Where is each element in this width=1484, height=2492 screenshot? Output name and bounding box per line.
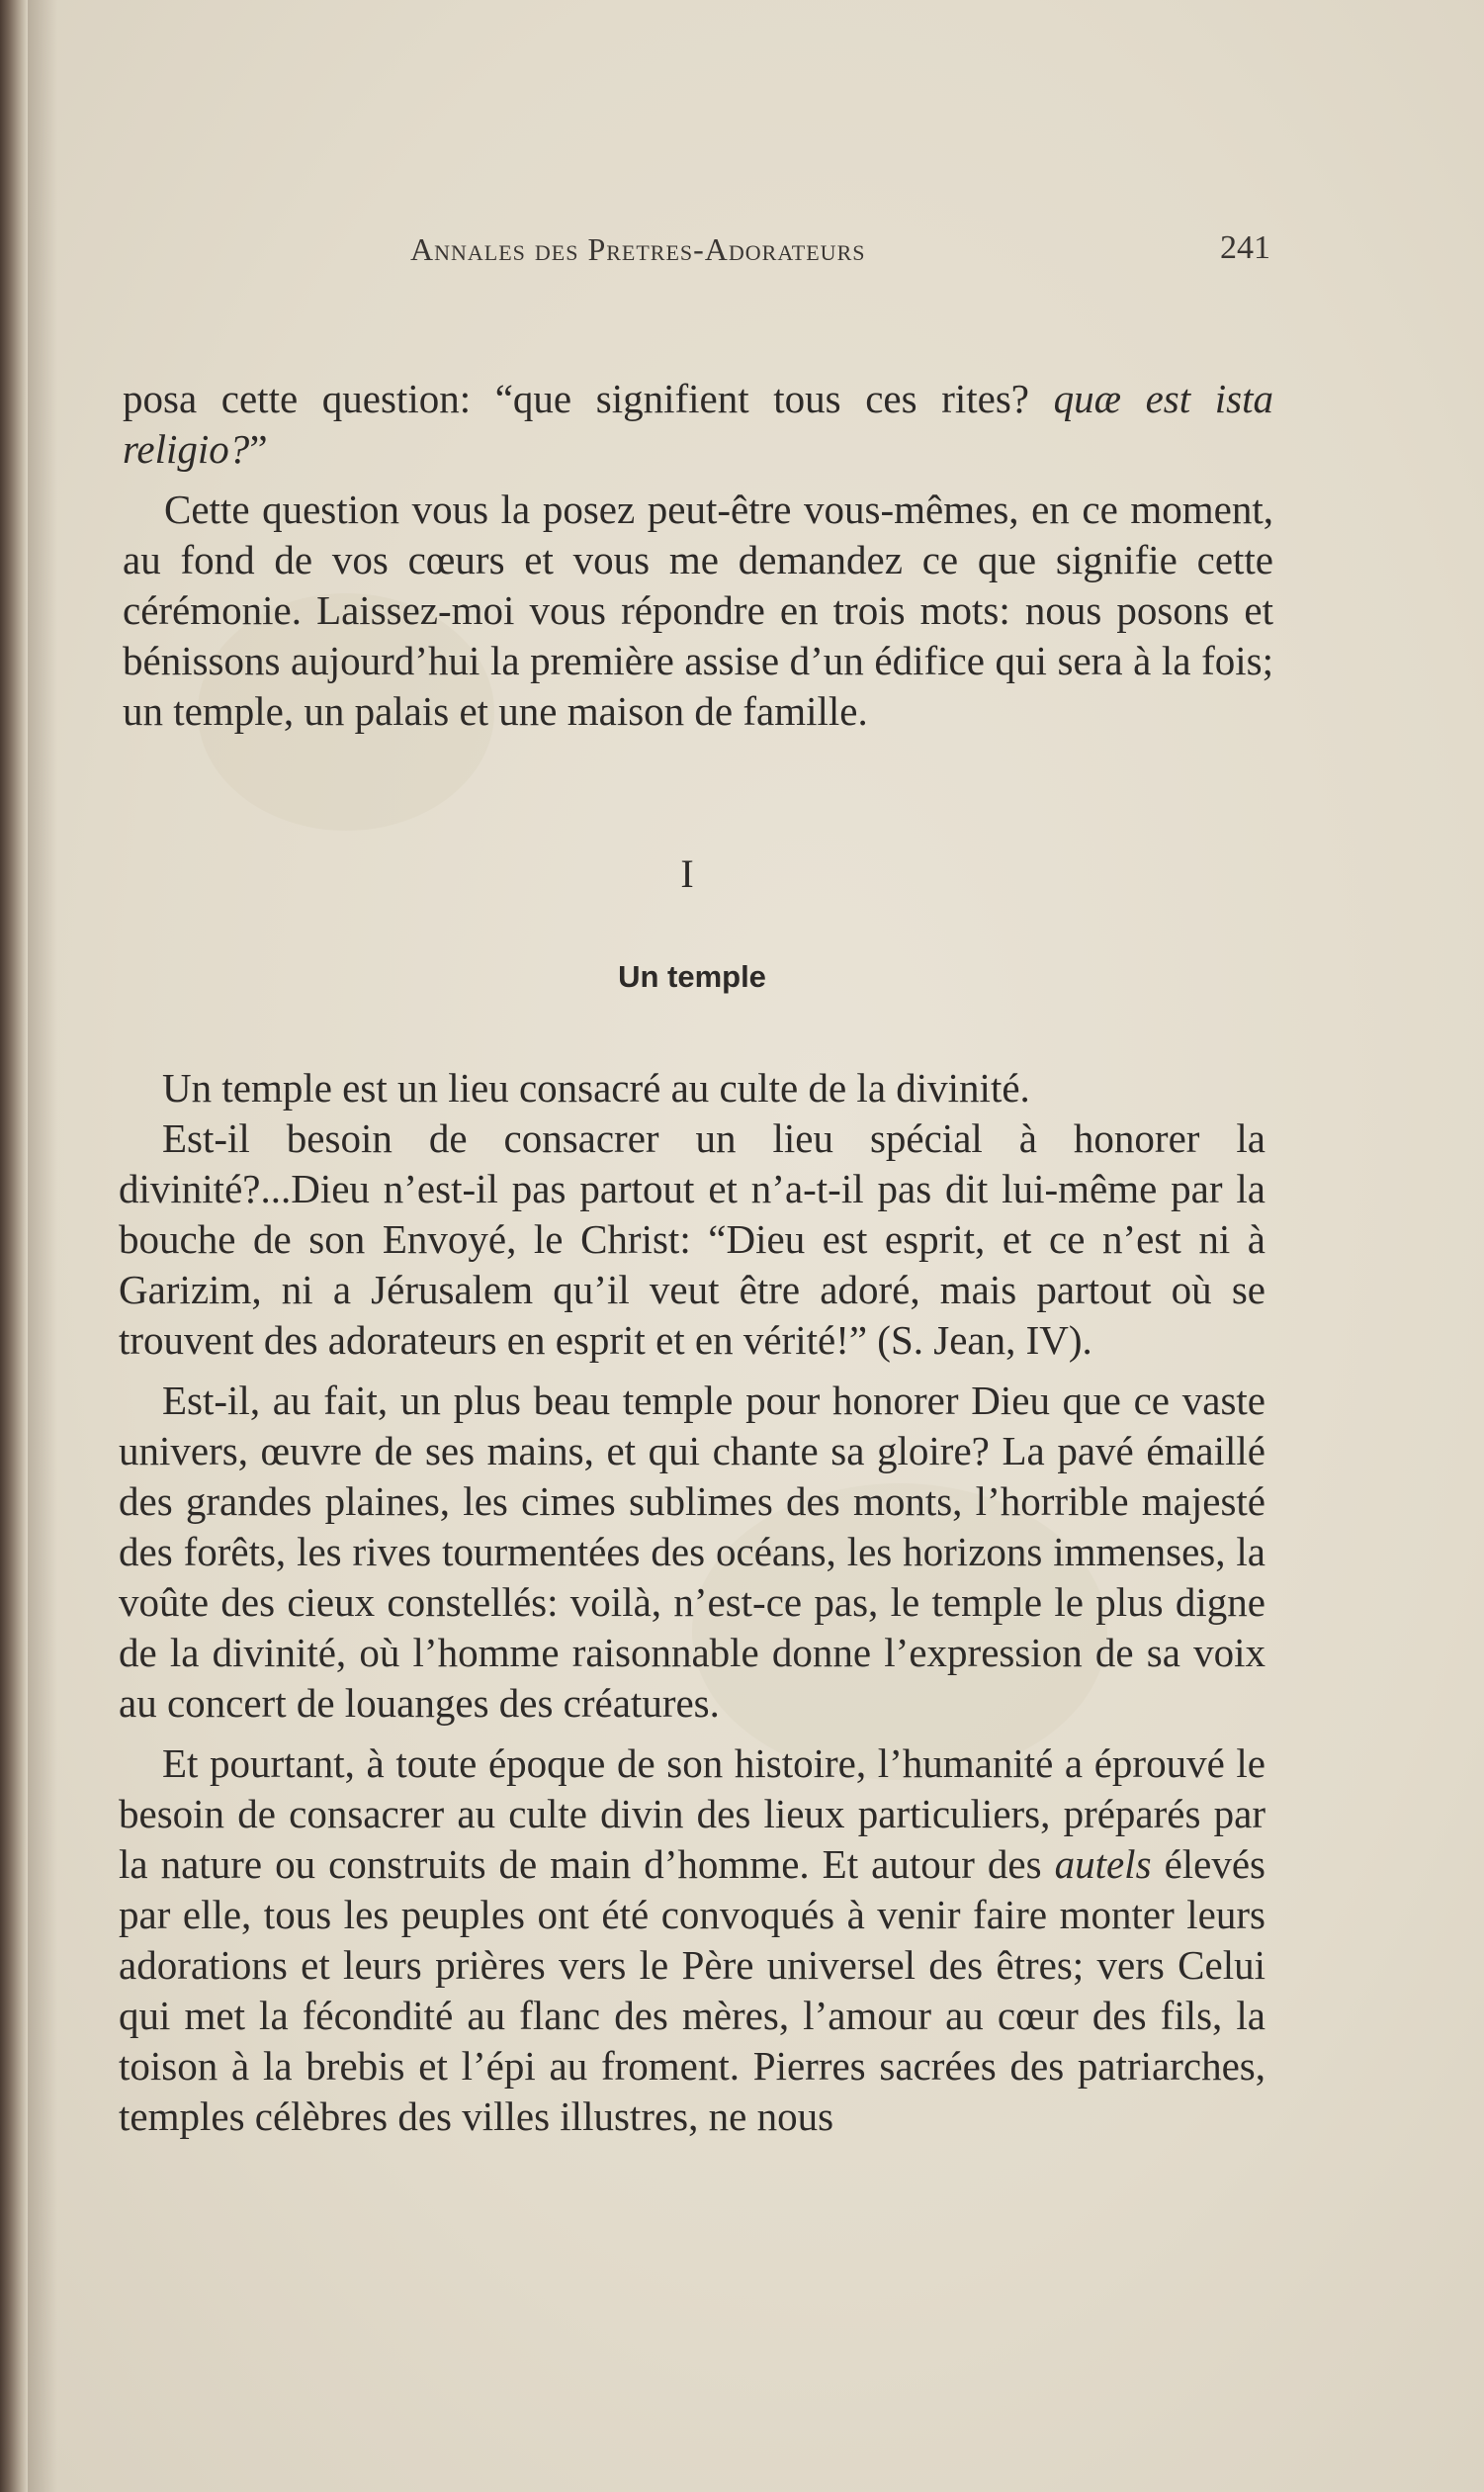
intro-p1-latin: quæ est ista religio? <box>123 376 1273 472</box>
running-title: Annales des Pretres-Adorateurs <box>410 231 866 267</box>
intro-paragraph-1 <box>123 374 1273 475</box>
body-p4-italic: autels <box>1054 1841 1152 1887</box>
intro-p1-end: ” <box>249 426 268 472</box>
intro-p1-text: posa cette question: “que signifient tous ces rites? <box>123 376 1029 421</box>
intro-paragraph-2: Cette question vous la posez peut-être vous-mêmes, en ce moment, au fond de vos cœurs et vous me demandez ce que signifie cette cérémonie. Laissez-moi vous répondre en trois mots: nous posons et bénissons aujourd’hui la première assise d’un édifice qui sera à la fois; un temple, un palais et une maison de famille. <box>123 487 1273 734</box>
section-numeral: I <box>680 851 694 896</box>
body-paragraph-3: Est-il, au fait, un plus beau temple pour honorer Dieu que ce vaste univers, œuvre de ses mains, et qui chante sa gloire? La pavé émaillé des grandes plaines, les cimes sublimes des monts, l’horrible majesté des forêts, les rives tourmentées des océans, les horizons immenses, la voûte des cieux constellés: voilà, n’est-ce pas, le temple le plus digne de la divinité, où l’homme raisonnable donne l’expression de sa voix au concert de louanges des créatures. <box>119 1378 1266 1726</box>
spine-shadow <box>28 0 57 2492</box>
body-p4-start: Et pourtant, à toute époque de son histoire, l’humanité a éprouvé le besoin de consacrer au culte divin des lieux particuliers, préparés par la nature ou construits de main d’homme. Et autour des <box>119 1740 1266 1887</box>
body-p4-end: élevés par elle, tous les peuples ont été convoqués à venir faire monter leurs adorations et leurs prières vers le Père universel des êtres; vers Celui qui met la fécondité au flanc des mères, l’amour au cœur des fils, la toison à la brebis et l’épi au froment. Pierres sacrées des patriarches, temples célèbres des villes illustres, ne nous <box>119 1841 1266 2139</box>
body-paragraph-2: Est-il besoin de consacrer un lieu spécial à honorer la divinité?...Dieu n’est-il pas partout et n’a-t-il pas dit lui-même par la bouche de son Envoyé, le Christ: “Dieu est esprit, et ce n’est ni à Garizim, ni a Jérusalem qu’il veut être adoré, mais partout où se trouvent des adorateurs en esprit et en vérité!” (S. Jean, IV). <box>119 1115 1266 1363</box>
body-text <box>119 1063 1266 2142</box>
body-paragraph-4 <box>119 1738 1266 2142</box>
section-title: Un temple <box>618 959 766 994</box>
intro-text <box>123 374 1273 737</box>
page-header <box>124 223 1270 283</box>
page-number: 241 <box>1220 229 1270 266</box>
book-spine <box>0 0 28 2492</box>
body-paragraph-1: Un temple est un lieu consacré au culte de la divinité. <box>162 1065 1030 1111</box>
